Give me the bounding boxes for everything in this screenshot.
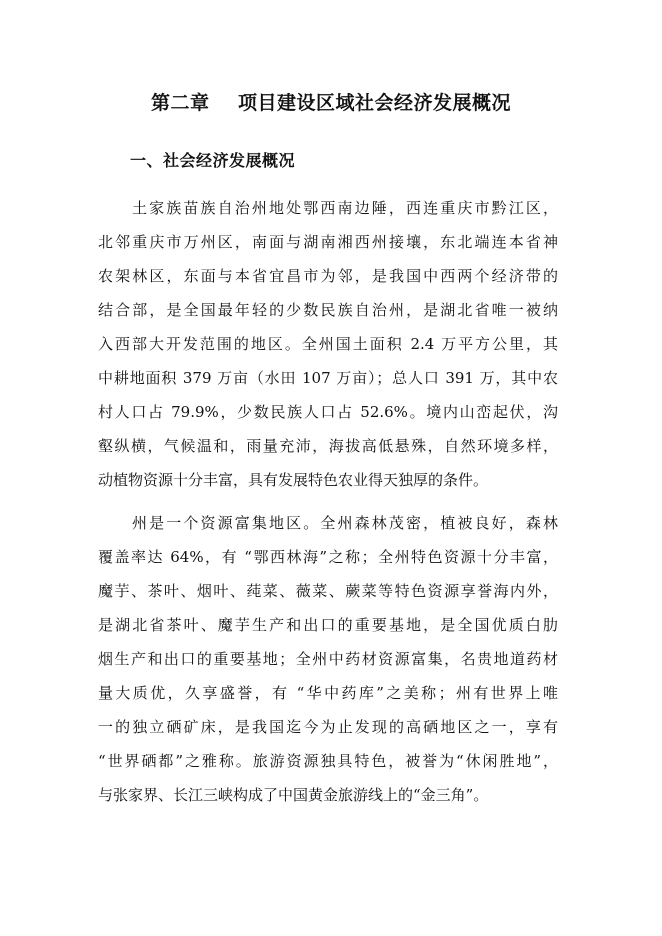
- paragraph-line: 是湖北省茶叶、魔芋生产和出口的重要基地，是全国优质白肋: [98, 616, 558, 634]
- paragraph-line: 烟生产和出口的重要基地；全州中药材资源富集，名贵地道药材: [98, 650, 558, 668]
- paragraph-2: [98, 506, 558, 812]
- paragraph-line: 州是一个资源富集地区。全州森林茂密，植被良好，森林: [132, 514, 558, 532]
- paragraph-1: [98, 191, 558, 497]
- paragraph-line: 农架林区，东面与本省宜昌市为邻，是我国中西两个经济带的: [98, 267, 558, 285]
- paragraph-line: 魔芋、茶叶、烟叶、莼菜、薇菜、蕨菜等特色资源享誉海内外，: [98, 582, 558, 600]
- paragraph-line: 动植物资源十分丰富，具有发展特色农业得天独厚的条件。: [98, 471, 489, 489]
- paragraph-line: 村人口占 79.9%，少数民族人口占 52.6%。境内山峦起伏，沟: [98, 403, 558, 421]
- paragraph-line: 入西部大开发范围的地区。全州国土面积 2.4 万平方公里，其: [98, 335, 558, 353]
- paragraph-line: “世界硒都”之雅称。旅游资源独具特色，被誉为“休闲胜地”，: [98, 752, 558, 770]
- paragraph-line: 壑纵横，气候温和，雨量充沛，海拔高低悬殊，自然环境多样，: [98, 437, 558, 455]
- paragraph-line: 量大质优，久享盛誉，有 “华中药库”之美称；州有世界上唯: [98, 684, 558, 702]
- section-title: 一、社会经济发展概况: [130, 151, 296, 170]
- paragraph-line: 北邻重庆市万州区，南面与湖南湘西州接壤，东北端连本省神: [98, 233, 558, 251]
- paragraph-line: 覆盖率达 64%，有 “鄂西林海”之称；全州特色资源十分丰富，: [98, 548, 558, 566]
- paragraph-line: 与张家界、长江三峡构成了中国黄金旅游线上的“金三角”。: [98, 786, 489, 804]
- paragraph-line: 结合部，是全国最年轻的少数民族自治州，是湖北省唯一被纳: [98, 301, 558, 319]
- paragraph-line: 一的独立硒矿床，是我国迄今为止发现的高硒地区之一，享有: [98, 718, 558, 736]
- paragraph-line: 土家族苗族自治州地处鄂西南边陲，西连重庆市黔江区，: [132, 199, 558, 217]
- paragraph-line: 中耕地面积 379 万亩（水田 107 万亩）；总人口 391 万，其中农: [98, 369, 558, 387]
- chapter-title: 第二章 项目建设区域社会经济发展概况: [151, 92, 511, 114]
